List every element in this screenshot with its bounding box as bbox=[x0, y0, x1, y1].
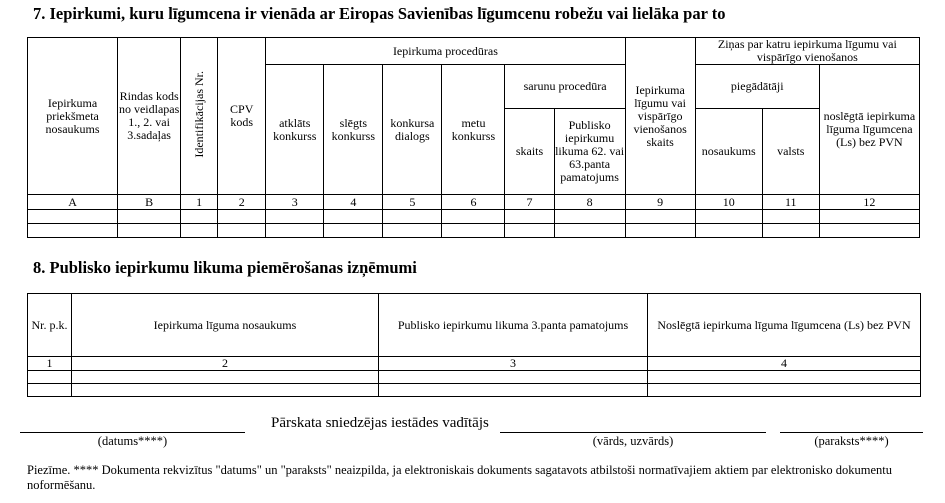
header-subject: Iepirkuma priekšmeta nosaukums bbox=[28, 38, 118, 195]
header-supplier-country: valsts bbox=[762, 109, 819, 195]
header-nr: Nr. p.k. bbox=[28, 294, 72, 357]
section8-title: 8. Publisko iepirkumu likuma piemērošanas izņēmumi bbox=[33, 258, 417, 277]
name-caption: (vārds, uzvārds) bbox=[592, 434, 674, 448]
signature-line bbox=[780, 432, 923, 433]
exceptions-table bbox=[27, 293, 921, 397]
code-cell: B bbox=[118, 195, 181, 210]
name-line bbox=[500, 432, 766, 433]
header-cpv: CPV kods bbox=[218, 38, 266, 195]
header-price: noslēgtā iepirkuma līguma līgumcena (Ls) bez PVN bbox=[819, 65, 919, 195]
header-procedures: Iepirkuma procedūras bbox=[266, 38, 625, 65]
header-law-basis: Publisko iepirkumu likuma 3.panta pamatojums bbox=[379, 294, 648, 357]
table-row bbox=[28, 224, 920, 238]
header-open: atklāts konkurss bbox=[266, 65, 324, 195]
head-label: Pārskata sniedzējas iestādes vadītājs bbox=[271, 415, 489, 431]
header-dialogue: konkursa dialogs bbox=[383, 65, 442, 195]
header-negotiated: sarunu procedūra bbox=[505, 65, 625, 109]
code-cell: 10 bbox=[695, 195, 762, 210]
header-contract-price: Noslēgtā iepirkuma līguma līgumcena (Ls) bez PVN bbox=[648, 294, 921, 357]
header-neg-basis: Publisko iepirkumu likuma 62. vai 63.panta pamatojums bbox=[554, 109, 625, 195]
code-cell: 4 bbox=[324, 195, 383, 210]
header-restricted: slēgts konkurss bbox=[324, 65, 383, 195]
table-row bbox=[28, 210, 920, 224]
code-cell: 12 bbox=[819, 195, 919, 210]
code-cell: 9 bbox=[625, 195, 695, 210]
code-cell: 11 bbox=[762, 195, 819, 210]
procurement-table bbox=[27, 37, 920, 238]
header-id-no bbox=[181, 38, 218, 195]
header-agreements: Iepirkuma līgumu vai vispārīgo vienošanos skaits bbox=[625, 38, 695, 195]
code-cell: 1 bbox=[181, 195, 218, 210]
table-row bbox=[28, 384, 921, 397]
table-row bbox=[28, 371, 921, 384]
date-caption: (datums****) bbox=[97, 434, 168, 448]
header-suppliers: piegādātāji bbox=[695, 65, 819, 109]
header-design: metu konkurss bbox=[442, 65, 505, 195]
code-cell: 3 bbox=[379, 357, 648, 371]
code-cell: 7 bbox=[505, 195, 554, 210]
code-cell: 5 bbox=[383, 195, 442, 210]
code-cell: 4 bbox=[648, 357, 921, 371]
code-cell: A bbox=[28, 195, 118, 210]
sign-caption: (paraksts****) bbox=[814, 434, 889, 448]
header-id-no-label: Identifikācijas Nr. bbox=[191, 71, 206, 158]
header-contract-name: Iepirkuma līguma nosaukums bbox=[72, 294, 379, 357]
section7-title: 7. Iepirkumi, kuru līgumcena ir vienāda ar Eiropas Savienības līgumcenu robežu vai lielāka par to bbox=[33, 4, 726, 23]
code-cell: 1 bbox=[28, 357, 72, 371]
header-info: Ziņas par katru iepirkuma līgumu vai vispārīgo vienošanos bbox=[695, 38, 919, 65]
footnote: Piezīme. **** Dokumenta rekvizītus "datums" un "paraksts" neaizpilda, ja elektroniskais dokuments sagatavots atbilstoši normatīvajiem aktiem par elektronisko dokumentu noformēšanu. bbox=[27, 463, 893, 492]
code-cell: 6 bbox=[442, 195, 505, 210]
date-line bbox=[20, 432, 245, 433]
code-cell: 2 bbox=[72, 357, 379, 371]
header-row-code: Rindas kods no veidlapas 1., 2. vai 3.sadaļas bbox=[118, 38, 181, 195]
header-supplier-name: nosaukums bbox=[695, 109, 762, 195]
code-cell: 8 bbox=[554, 195, 625, 210]
code-cell: 3 bbox=[266, 195, 324, 210]
header-neg-count: skaits bbox=[505, 109, 554, 195]
code-cell: 2 bbox=[218, 195, 266, 210]
